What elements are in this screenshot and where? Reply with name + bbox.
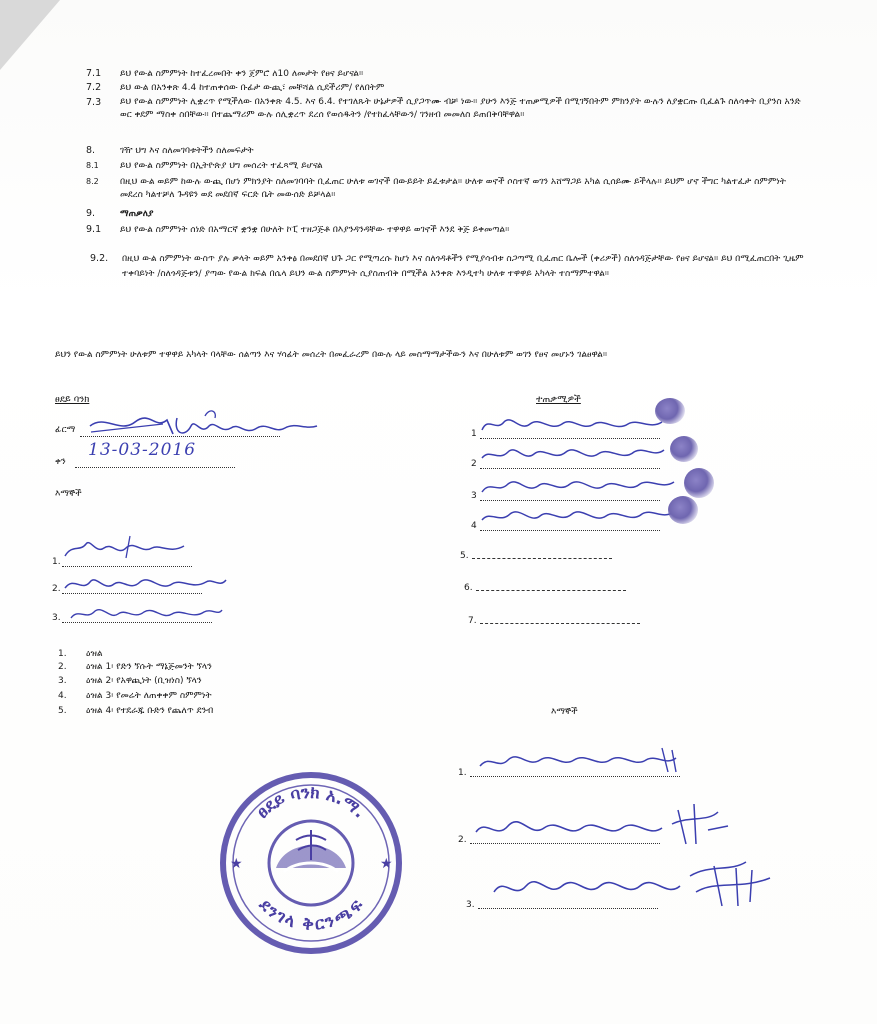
beneficiary-7-line: [480, 623, 640, 624]
attachment-4-number: 4.: [58, 691, 67, 701]
attachment-1-text: ዕዝል: [86, 649, 103, 659]
clause-9-1-text: ይህ የውል ስምምነት ሰነድ በአማርኛ ቋንቋ በሁለት ኮፒ ተዘጋጅቶ በእያንዳንዳቸው ተዋዋይ ወገኖች እንደ ቅጅ ይቀመጣል።: [120, 225, 510, 235]
beneficiary-1-signature: [478, 406, 668, 440]
clause-8-1-number: 8.1: [86, 161, 99, 170]
beneficiary-5-number: 5.: [460, 551, 469, 561]
clause-8-2-text: በዚህ ውል ወይም ከውሉ ውጪ በሆነ ምክንያት ስለመገባባት ቢፈጠር ሁለቱ ወገኖች በውይይት ይፈቱታል። ሁለቱ ወኖች ሶስተኛ ወገን አሸማጋይ አካል ሲሰይሙ ይችላሉ። ይህም ሆኖ ችግር ካልተፈታ ስምምነት መደረስ ካልተቻለ ጉዳዩን ወደ መደበኛ ፍርድ ቤት መውሰድ ይቻላል።: [120, 177, 786, 200]
clause-9-heading: ማጠቃለያ: [120, 209, 154, 219]
beneficiary-6-line: [476, 590, 626, 591]
date-label: ቀን: [55, 457, 66, 467]
svg-text:ፀደይ ባንክ አ.ማ.: [253, 783, 370, 823]
beneficiaries-heading: ተጠቃሚዎች: [536, 394, 581, 405]
svg-text:★: ★: [230, 856, 243, 872]
bottom-witness-1-signature: [476, 742, 691, 778]
clause-7-1-text: ይህ የውል ስምምነት ከተፈረመበት ቀን ጀምሮ ለ10 ለመታት የፀና ይሆናል።: [120, 69, 364, 79]
beneficiary-2-number: 2: [471, 459, 477, 469]
attachment-2-text: ዕዝል 1፡ የድን ኘሱት ማኔጅመንት ኘላን: [86, 662, 212, 672]
bottom-witness-2-signature: [472, 800, 742, 852]
bottom-witness-3-number: 3.: [466, 900, 475, 910]
beneficiary-5-line: [472, 558, 612, 559]
beneficiary-3-signature: [478, 468, 678, 502]
stamp-bottom-text: ደንገላ ቅርንጫፍ: [254, 895, 368, 935]
bank-witness-2-signature: [60, 566, 230, 600]
clause-7-3-text: ይህ የውል ስምምነት ሊቋረጥ የሚችለው በአንቀጽ 4.5. እና 6.4. የተገለጹት ሁኔታዎች ሲያጋጥሙ ብቻ ነው። ያሁን እንጅ ተጠቃሚዎች በሚገኝበትም ምክንያት ውሉን ለያቋርጡ ቢፈልጉ ስለሳቀት ቢያንስ አንድ ወር ቀደም ማስቀ ስበቸው። በተጨማሪም ውሉ ሰሊቋረጥ ደረሰ የወሰዱትን /የተከፈላቸውን/ ገንዘብ መመለስ ይጠበቅባቸዋል።: [120, 97, 801, 120]
beneficiary-3-number: 3: [471, 491, 477, 501]
page-fold-corner: [0, 0, 60, 70]
beneficiary-1-number: 1: [471, 429, 477, 439]
svg-text:ደንገላ ቅርንጫፍ: [254, 894, 368, 934]
bottom-witnesses-heading: እማኞች: [551, 707, 578, 717]
beneficiary-4-thumbprint: [668, 496, 698, 524]
beneficiary-3-thumbprint: [684, 468, 714, 498]
attachment-4-text: ዕዝል 3፡ የመሬት ለጠቀቀም ስምምነት: [86, 691, 212, 701]
clause-9-1-number: 9.1: [86, 224, 102, 235]
handwritten-date: 13-03-2016: [88, 440, 197, 460]
beneficiary-2-thumbprint: [670, 436, 698, 462]
stamp-top-text: ፀደይ ባንክ አ.ማ.: [252, 782, 370, 823]
beneficiary-6-number: 6.: [464, 583, 473, 593]
bank-witness-1-signature: [60, 530, 200, 566]
attachment-5-text: ዕዝል 4፡ የተደራጁ ቡድን የጨለጥ ደንብ: [86, 706, 214, 716]
bank-witness-1-number: 1.: [52, 557, 61, 567]
attachment-5-number: 5.: [58, 706, 67, 716]
bank-stamp: [216, 768, 406, 958]
clause-7-1-number: 7.1: [86, 68, 102, 79]
bank-witnesses-heading: እማኞች: [55, 489, 82, 499]
beneficiary-2-signature: [478, 436, 668, 470]
bank-witness-2-number: 2.: [52, 584, 61, 594]
clause-9-number: 9.: [86, 208, 96, 219]
attachment-1-number: 1.: [58, 649, 67, 659]
closing-statement: ይህን የውል ስምምነት ሁለቱም ተዋዋይ አካላት ባላቸው ሰልጣን እና ሃሳፊት መሰረት በመፈራረም በውሉ ላይ መስማማታችውን እና በሁለቱም ወገን የፀና መሆኑን ገልፀዋል።: [55, 350, 608, 360]
beneficiary-4-number: 4: [471, 521, 477, 531]
beneficiary-7-number: 7.: [468, 616, 477, 626]
date-line: [75, 467, 235, 468]
bottom-witness-3-signature: [490, 856, 780, 912]
svg-text:★: ★: [380, 856, 393, 872]
bank-name-heading: ፀደይ ባንክ: [55, 394, 90, 405]
bottom-witness-1-number: 1.: [458, 768, 467, 778]
clause-7-2-text: ይህ ውል በአንቀጽ 4.4 ከተጠቀሰው ቡፊታ ውጪ፣ መቸሻል ሲደችሪም/ የለበትም: [120, 83, 385, 93]
clause-8-1-text: ይህ የውል ስምምነት በኢትዮጵያ ህግ መሰረት ተፈጻሚ ይሆናል: [120, 161, 323, 171]
clause-7-2-number: 7.2: [86, 82, 102, 93]
beneficiary-4-signature: [478, 498, 678, 532]
attachment-3-text: ዕዝል 2፡ የአዋጪነት (ቢዝነስ) ኘላን: [86, 676, 202, 686]
clause-8-2-number: 8.2: [86, 177, 99, 186]
clause-7-3-number: 7.3: [86, 97, 102, 108]
clause-9-2-number: 9.2.: [90, 253, 109, 264]
clause-8-number: 8.: [86, 145, 96, 156]
clause-9-2-text: በዚህ ውል ስምምነት ውስጥ ያሉ ቃላት ወይም አንቀፅ በመደበኛ ህጉ ጋር የሚጣረሱ ከሆነ እና ስለጎዳቶችን የሚያሳብቱ ስጋጣሚ ቢፈጠር ቤሎች (ቀሪዎች) ስለጎዳጅታቸው የፀና ይሆናል። ይህ በሚፈጠርበት ጊዜም ተቀባይነት /ስለጎዳጅቱን/ ያጣው የውል ክፍል በሴላ ይህን ውል ስምምነት ሲያስጠብቅ በሚችል አንቀጽ እንዲተካ ሁለቱ ተዋዋይ አካላት ተስማምተዋል።: [122, 254, 804, 279]
beneficiary-1-thumbprint: [655, 398, 685, 424]
bank-witness-3-number: 3.: [52, 613, 61, 623]
attachment-3-number: 3.: [58, 676, 67, 686]
bottom-witness-2-number: 2.: [458, 835, 467, 845]
attachment-2-number: 2.: [58, 662, 67, 672]
clause-8-heading: ገዥ ህግ እና ስለመገባቱትችን ስለመፍታት: [120, 146, 254, 156]
bank-witness-3-signature: [66, 596, 226, 628]
signature-label: ፊርማ: [55, 425, 76, 435]
